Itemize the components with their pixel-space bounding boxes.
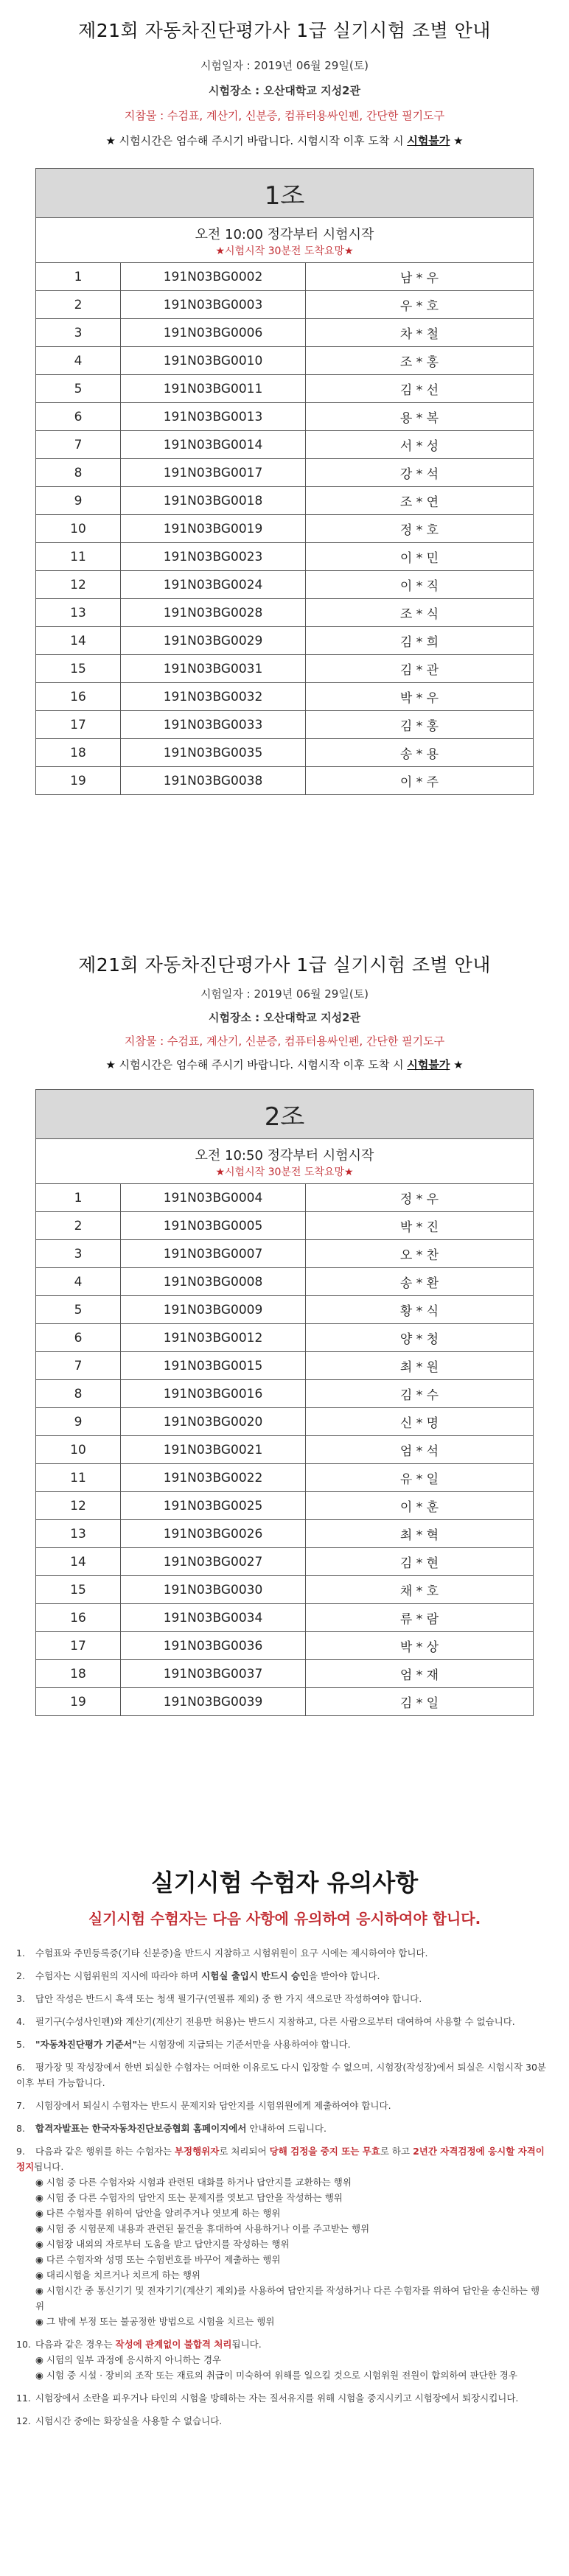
exam-tools: 지참물 : 수검표, 계산기, 신분증, 컴퓨터용싸인펜, 간단한 필기도구 bbox=[124, 1035, 445, 1048]
row-number: 18 bbox=[36, 1660, 121, 1688]
caution-text: 평가장 및 작성장에서 한번 퇴실한 수험자는 어떠한 이유로도 다시 입장할 수 없으며, 시험장(작성장)에서 퇴실은 시험시작 30분 이후 부터 가능합니다. bbox=[16, 2062, 546, 2088]
table-row bbox=[36, 263, 534, 291]
examinee-name: 채 * 호 bbox=[306, 1576, 534, 1604]
row-number: 8 bbox=[36, 459, 121, 487]
caution-title: 실기시험 수험자 유의사항 bbox=[150, 1869, 419, 1897]
group-2-rows bbox=[36, 1184, 534, 1716]
table-row bbox=[36, 375, 534, 403]
exam-number: 191N03BG0024 bbox=[121, 571, 306, 599]
caution-text: 시험장에서 소란을 피우거나 타인의 시험을 방해하는 자는 질서유지를 위해 시험을 중지시키고 시험장에서 퇴장시킵니다. bbox=[35, 2393, 519, 2404]
examinee-name: 양 * 청 bbox=[306, 1324, 534, 1352]
caution-item bbox=[16, 2059, 547, 2090]
exam-number: 191N03BG0012 bbox=[121, 1324, 306, 1352]
caution-item-number: 12. bbox=[16, 2415, 31, 2426]
table-row bbox=[36, 711, 534, 739]
table-row bbox=[36, 1268, 534, 1296]
examinee-name: 엄 * 재 bbox=[306, 1660, 534, 1688]
table-row bbox=[36, 1380, 534, 1408]
table-row bbox=[36, 1632, 534, 1660]
caution-item-text bbox=[35, 2100, 391, 2111]
examinee-name: 류 * 람 bbox=[306, 1604, 534, 1632]
row-number: 9 bbox=[36, 1408, 121, 1436]
caution-item-number: 5. bbox=[16, 2039, 25, 2050]
examinee-name: 김 * 수 bbox=[306, 1380, 534, 1408]
exam-number: 191N03BG0002 bbox=[121, 263, 306, 291]
examinee-name: 정 * 우 bbox=[306, 1184, 534, 1212]
exam-number: 191N03BG0031 bbox=[121, 655, 306, 683]
examinee-name: 김 * 관 bbox=[306, 655, 534, 683]
caution-item bbox=[16, 2098, 547, 2113]
caution-item-text bbox=[35, 2123, 327, 2134]
caution-emphasis: 당해 검정을 중지 또는 무효 bbox=[269, 2146, 380, 2157]
examinee-name: 서 * 성 bbox=[306, 431, 534, 459]
table-row bbox=[36, 1548, 534, 1576]
caution-item-text bbox=[35, 2393, 518, 2404]
exam-number: 191N03BG0009 bbox=[121, 1296, 306, 1324]
exam-number: 191N03BG0015 bbox=[121, 1352, 306, 1380]
examinee-name: 박 * 상 bbox=[306, 1632, 534, 1660]
exam-number: 191N03BG0039 bbox=[121, 1688, 306, 1716]
caution-subitem: ◉ 시험의 일부 과정에 응시하지 아니하는 경우 bbox=[35, 2354, 222, 2365]
group-time-cell bbox=[36, 1139, 534, 1184]
exam-number: 191N03BG0003 bbox=[121, 291, 306, 319]
caution-item bbox=[16, 2121, 547, 2136]
caution-item-number: 2. bbox=[16, 1970, 25, 1981]
caution-subitem: ◉ 그 밖에 부정 또는 불공정한 방법으로 시험을 치르는 행위 bbox=[35, 2316, 275, 2327]
exam-number: 191N03BG0016 bbox=[121, 1380, 306, 1408]
row-number: 18 bbox=[36, 739, 121, 767]
exam-number: 191N03BG0021 bbox=[121, 1436, 306, 1464]
caution-subitem: ◉ 다른 수험자와 성명 또는 수험번호를 바꾸어 제출하는 행위 bbox=[35, 2254, 281, 2265]
row-number: 13 bbox=[36, 599, 121, 627]
caution-item bbox=[16, 1991, 547, 2006]
table-row bbox=[36, 1184, 534, 1212]
examinee-name: 조 * 연 bbox=[306, 487, 534, 515]
caution-text: 는 시험장에 지급되는 기준서만을 사용하여야 합니다. bbox=[137, 2039, 351, 2050]
caution-emphasis: "자동차진단평가 기준서" bbox=[35, 2039, 138, 2050]
caution-item-number: 8. bbox=[16, 2123, 25, 2134]
caution-item-number: 9. bbox=[16, 2146, 25, 2157]
group-1-table bbox=[35, 168, 534, 795]
caution-item-text bbox=[16, 2146, 545, 2172]
row-number: 5 bbox=[36, 1296, 121, 1324]
examinee-name: 황 * 식 bbox=[306, 1296, 534, 1324]
start-time: 오전 10:50 정각부터 시험시작 bbox=[195, 1148, 374, 1163]
exam-number: 191N03BG0006 bbox=[121, 319, 306, 347]
caution-item-text bbox=[35, 2415, 222, 2426]
exam-number: 191N03BG0005 bbox=[121, 1212, 306, 1240]
caution-item bbox=[16, 2337, 547, 2383]
caution-item-text bbox=[35, 2016, 515, 2027]
caution-subitem: ◉ 시험 중 다른 수험자의 답안지 또는 문제지를 엿보고 답안을 작성하는 행위 bbox=[35, 2192, 343, 2203]
caution-item-number: 3. bbox=[16, 1993, 25, 2004]
page-title: 제21회 자동차진단평가사 1급 실기시험 조별 안내 bbox=[78, 20, 491, 41]
row-number: 5 bbox=[36, 375, 121, 403]
row-number: 11 bbox=[36, 543, 121, 571]
table-row bbox=[36, 431, 534, 459]
examinee-name: 김 * 선 bbox=[306, 375, 534, 403]
examinee-name: 엄 * 석 bbox=[306, 1436, 534, 1464]
table-row bbox=[36, 1240, 534, 1268]
row-number: 9 bbox=[36, 487, 121, 515]
exam-number: 191N03BG0032 bbox=[121, 683, 306, 711]
caution-item-number: 11. bbox=[16, 2393, 31, 2404]
caution-subitem: ◉ 시험 중 다른 수험자와 시험과 관련된 대화를 하거나 답안지를 교환하는 행위 bbox=[35, 2177, 352, 2188]
row-number: 3 bbox=[36, 319, 121, 347]
caution-text: 을 받아야 합니다. bbox=[309, 1970, 380, 1981]
time-notice-emphasis: 시험불가 bbox=[407, 134, 450, 147]
table-row bbox=[36, 1408, 534, 1436]
group-2-table bbox=[35, 1089, 534, 1716]
caution-subitem: ◉ 대리시험을 치르거나 치르게 하는 행위 bbox=[35, 2269, 200, 2281]
examinee-name: 최 * 원 bbox=[306, 1352, 534, 1380]
row-number: 11 bbox=[36, 1464, 121, 1492]
table-row bbox=[36, 1576, 534, 1604]
table-row bbox=[36, 1436, 534, 1464]
table-row bbox=[36, 1688, 534, 1716]
table-row bbox=[36, 599, 534, 627]
exam-number: 191N03BG0013 bbox=[121, 403, 306, 431]
caution-item-text bbox=[35, 1993, 422, 2004]
exam-number: 191N03BG0023 bbox=[121, 543, 306, 571]
examinee-name: 송 * 용 bbox=[306, 739, 534, 767]
time-notice-text: ★ 시험시간은 엄수해 주시기 바랍니다. 시험시작 이후 도착 시 bbox=[105, 1058, 408, 1071]
row-number: 19 bbox=[36, 1688, 121, 1716]
exam-number: 191N03BG0027 bbox=[121, 1548, 306, 1576]
exam-number: 191N03BG0033 bbox=[121, 711, 306, 739]
caution-item-text bbox=[35, 1970, 380, 1981]
examinee-name: 정 * 호 bbox=[306, 515, 534, 543]
examinee-name: 송 * 환 bbox=[306, 1268, 534, 1296]
row-number: 19 bbox=[36, 767, 121, 795]
row-number: 2 bbox=[36, 1212, 121, 1240]
exam-number: 191N03BG0029 bbox=[121, 627, 306, 655]
caution-subitem: ◉ 시험장 내외의 자로부터 도움을 받고 답안지를 작성하는 행위 bbox=[35, 2239, 290, 2250]
arrival-note: ★시험시작 30분전 도착요망★ bbox=[215, 245, 354, 257]
exam-number: 191N03BG0022 bbox=[121, 1464, 306, 1492]
examinee-name: 이 * 훈 bbox=[306, 1492, 534, 1520]
exam-number: 191N03BG0020 bbox=[121, 1408, 306, 1436]
caution-text: 수험표와 주민등록증(기타 신분증)을 반드시 지참하고 시험위원이 요구 시에는 제시하여야 합니다. bbox=[35, 1947, 428, 1959]
exam-number: 191N03BG0014 bbox=[121, 431, 306, 459]
caution-item bbox=[16, 2037, 547, 2052]
table-row bbox=[36, 1296, 534, 1324]
time-notice-end: ★ bbox=[450, 1058, 464, 1071]
caution-item-text bbox=[35, 2339, 262, 2350]
examinee-name: 이 * 직 bbox=[306, 571, 534, 599]
exam-number: 191N03BG0038 bbox=[121, 767, 306, 795]
time-notice-emphasis: 시험불가 bbox=[407, 1058, 450, 1071]
arrival-note: ★시험시작 30분전 도착요망★ bbox=[215, 1166, 354, 1178]
row-number: 13 bbox=[36, 1520, 121, 1548]
row-number: 1 bbox=[36, 263, 121, 291]
caution-text: 안내하여 드립니다. bbox=[246, 2123, 327, 2134]
caution-emphasis: 시험실 출입시 반드시 승인 bbox=[201, 1970, 310, 1981]
row-number: 7 bbox=[36, 1352, 121, 1380]
table-row bbox=[36, 459, 534, 487]
table-row bbox=[36, 347, 534, 375]
row-number: 6 bbox=[36, 403, 121, 431]
caution-item bbox=[16, 2014, 547, 2029]
row-number: 14 bbox=[36, 627, 121, 655]
exam-number: 191N03BG0007 bbox=[121, 1240, 306, 1268]
row-number: 8 bbox=[36, 1380, 121, 1408]
page-title: 제21회 자동차진단평가사 1급 실기시험 조별 안내 bbox=[78, 954, 491, 976]
table-row bbox=[36, 487, 534, 515]
caution-text: 다음과 같은 경우는 bbox=[35, 2339, 116, 2350]
table-row bbox=[36, 319, 534, 347]
group-name: 2조 bbox=[36, 1090, 534, 1139]
table-row bbox=[36, 1352, 534, 1380]
caution-text: 수험자는 시험위원의 지시에 따라야 하며 bbox=[35, 1970, 202, 1981]
row-number: 6 bbox=[36, 1324, 121, 1352]
exam-date: 시험일자 : 2019년 06월 29일(토) bbox=[200, 59, 369, 72]
row-number: 15 bbox=[36, 1576, 121, 1604]
caution-list bbox=[16, 1945, 547, 2436]
table-row bbox=[36, 403, 534, 431]
time-notice-text: ★ 시험시간은 엄수해 주시기 바랍니다. 시험시작 이후 도착 시 bbox=[105, 134, 408, 147]
exam-date: 시험일자 : 2019년 06월 29일(토) bbox=[200, 987, 369, 1001]
table-row bbox=[36, 1324, 534, 1352]
table-row bbox=[36, 683, 534, 711]
table-row bbox=[36, 1660, 534, 1688]
caution-item-text bbox=[35, 1947, 428, 1959]
caution-text: 로 처리되어 bbox=[219, 2146, 270, 2157]
table-row bbox=[36, 1492, 534, 1520]
row-number: 12 bbox=[36, 1492, 121, 1520]
row-number: 10 bbox=[36, 515, 121, 543]
examinee-name: 우 * 호 bbox=[306, 291, 534, 319]
exam-place: 시험장소 : 오산대학교 지성2관 bbox=[209, 84, 360, 97]
exam-number: 191N03BG0035 bbox=[121, 739, 306, 767]
examinee-name: 최 * 혁 bbox=[306, 1520, 534, 1548]
row-number: 17 bbox=[36, 1632, 121, 1660]
caution-emphasis: 합격자발표는 한국자동차진단보증협회 홈페이지에서 bbox=[35, 2123, 247, 2134]
time-notice bbox=[0, 133, 569, 148]
examinee-name: 차 * 철 bbox=[306, 319, 534, 347]
start-time: 오전 10:00 정각부터 시험시작 bbox=[195, 227, 374, 242]
caution-subtitle: 실기시험 수험자는 다음 사항에 유의하여 응시하여야 합니다. bbox=[88, 1910, 481, 1928]
examinee-name: 이 * 민 bbox=[306, 543, 534, 571]
exam-number: 191N03BG0036 bbox=[121, 1632, 306, 1660]
examinee-name: 박 * 진 bbox=[306, 1212, 534, 1240]
examinee-name: 김 * 일 bbox=[306, 1688, 534, 1716]
caution-text: 답안 작성은 반드시 흑색 또는 청색 필기구(연필류 제외) 중 한 가지 색으로만 작성하여야 합니다. bbox=[35, 1993, 422, 2004]
caution-item bbox=[16, 2413, 547, 2429]
group-name: 1조 bbox=[36, 169, 534, 218]
exam-tools: 지참물 : 수검표, 계산기, 신분증, 컴퓨터용싸인펜, 간단한 필기도구 bbox=[124, 109, 445, 122]
table-row bbox=[36, 543, 534, 571]
caution-subitem: ◉ 시험 중 시험문제 내용과 관련된 물건을 휴대하여 사용하거나 이를 주고받는 행위 bbox=[35, 2223, 370, 2234]
examinee-name: 용 * 복 bbox=[306, 403, 534, 431]
row-number: 10 bbox=[36, 1436, 121, 1464]
caution-subitem: ◉ 시험시간 중 통신기기 및 전자기기(계산기 제외)를 사용하여 답안지를 작성하거나 다른 수험자를 위하여 답안을 송신하는 행위 bbox=[35, 2285, 540, 2311]
examinee-name: 오 * 찬 bbox=[306, 1240, 534, 1268]
examinee-name: 이 * 주 bbox=[306, 767, 534, 795]
exam-place: 시험장소 : 오산대학교 지성2관 bbox=[209, 1011, 360, 1024]
group-1-rows bbox=[36, 263, 534, 795]
row-number: 12 bbox=[36, 571, 121, 599]
examinee-name: 김 * 희 bbox=[306, 627, 534, 655]
caution-item-number: 7. bbox=[16, 2100, 25, 2111]
table-row bbox=[36, 1212, 534, 1240]
examinee-name: 조 * 홍 bbox=[306, 347, 534, 375]
row-number: 4 bbox=[36, 1268, 121, 1296]
caution-item bbox=[16, 2143, 547, 2329]
caution-subitem: ◉ 다른 수험자를 위하여 답안을 알려주거나 엿보게 하는 행위 bbox=[35, 2208, 281, 2219]
exam-number: 191N03BG0026 bbox=[121, 1520, 306, 1548]
examinee-name: 신 * 명 bbox=[306, 1408, 534, 1436]
table-row bbox=[36, 739, 534, 767]
row-number: 15 bbox=[36, 655, 121, 683]
row-number: 7 bbox=[36, 431, 121, 459]
caution-item-number: 10. bbox=[16, 2339, 31, 2350]
caution-emphasis: 작성에 관계없이 불합격 처리 bbox=[115, 2339, 232, 2350]
exam-number: 191N03BG0011 bbox=[121, 375, 306, 403]
exam-number: 191N03BG0034 bbox=[121, 1604, 306, 1632]
row-number: 16 bbox=[36, 683, 121, 711]
caution-text: 시험시간 중에는 화장실을 사용할 수 없습니다. bbox=[35, 2415, 223, 2426]
caution-item-number: 1. bbox=[16, 1947, 25, 1959]
exam-number: 191N03BG0010 bbox=[121, 347, 306, 375]
row-number: 14 bbox=[36, 1548, 121, 1576]
row-number: 17 bbox=[36, 711, 121, 739]
caution-text: 시험장에서 퇴실시 수험자는 반드시 문제지와 답안지를 시험위원에게 제출하여야 합니다. bbox=[35, 2100, 391, 2111]
caution-emphasis: 2년간 자격검정에 응시할 자격이 정지 bbox=[16, 2146, 545, 2172]
row-number: 4 bbox=[36, 347, 121, 375]
row-number: 1 bbox=[36, 1184, 121, 1212]
caution-text: 다음과 같은 행위를 하는 수험자는 bbox=[35, 2146, 175, 2157]
examinee-name: 김 * 홍 bbox=[306, 711, 534, 739]
examinee-name: 조 * 식 bbox=[306, 599, 534, 627]
table-row bbox=[36, 291, 534, 319]
exam-number: 191N03BG0030 bbox=[121, 1576, 306, 1604]
row-number: 3 bbox=[36, 1240, 121, 1268]
caution-emphasis: 부정행위자 bbox=[174, 2146, 220, 2157]
examinee-name: 김 * 현 bbox=[306, 1548, 534, 1576]
exam-number: 191N03BG0025 bbox=[121, 1492, 306, 1520]
exam-number: 191N03BG0004 bbox=[121, 1184, 306, 1212]
group-time-cell bbox=[36, 218, 534, 263]
caution-text: 로 하고 bbox=[380, 2146, 413, 2157]
table-row bbox=[36, 1604, 534, 1632]
caution-text: 필기구(수성사인펜)와 계산기(계산기 전용만 허용)는 반드시 지참하고, 다른 사람으로부터 대여하여 사용할 수 없습니다. bbox=[35, 2016, 515, 2027]
caution-item bbox=[16, 1945, 547, 1961]
table-row bbox=[36, 1464, 534, 1492]
examinee-name: 박 * 우 bbox=[306, 683, 534, 711]
table-row bbox=[36, 515, 534, 543]
exam-number: 191N03BG0008 bbox=[121, 1268, 306, 1296]
caution-item-number: 6. bbox=[16, 2062, 25, 2073]
caution-item bbox=[16, 1968, 547, 1984]
caution-item-text bbox=[35, 2039, 351, 2050]
row-number: 2 bbox=[36, 291, 121, 319]
examinee-name: 강 * 석 bbox=[306, 459, 534, 487]
exam-number: 191N03BG0019 bbox=[121, 515, 306, 543]
table-row bbox=[36, 767, 534, 795]
caution-text: 됩니다. bbox=[231, 2339, 262, 2350]
time-notice bbox=[0, 1057, 569, 1072]
caution-item-number: 4. bbox=[16, 2016, 25, 2027]
examinee-name: 유 * 일 bbox=[306, 1464, 534, 1492]
caution-subitem: ◉ 시험 중 시설 · 장비의 조작 또는 재료의 취급이 미숙하여 위해를 일으킬 것으로 시험위원 전원이 합의하여 판단한 경우 bbox=[35, 2370, 517, 2381]
caution-text: 됩니다. bbox=[34, 2161, 64, 2172]
table-row bbox=[36, 1520, 534, 1548]
row-number: 16 bbox=[36, 1604, 121, 1632]
caution-item bbox=[16, 2390, 547, 2406]
exam-number: 191N03BG0017 bbox=[121, 459, 306, 487]
exam-number: 191N03BG0037 bbox=[121, 1660, 306, 1688]
table-row bbox=[36, 571, 534, 599]
caution-item-text bbox=[16, 2062, 546, 2088]
examinee-name: 남 * 우 bbox=[306, 263, 534, 291]
exam-number: 191N03BG0028 bbox=[121, 599, 306, 627]
table-row bbox=[36, 627, 534, 655]
time-notice-end: ★ bbox=[450, 134, 464, 147]
exam-number: 191N03BG0018 bbox=[121, 487, 306, 515]
table-row bbox=[36, 655, 534, 683]
